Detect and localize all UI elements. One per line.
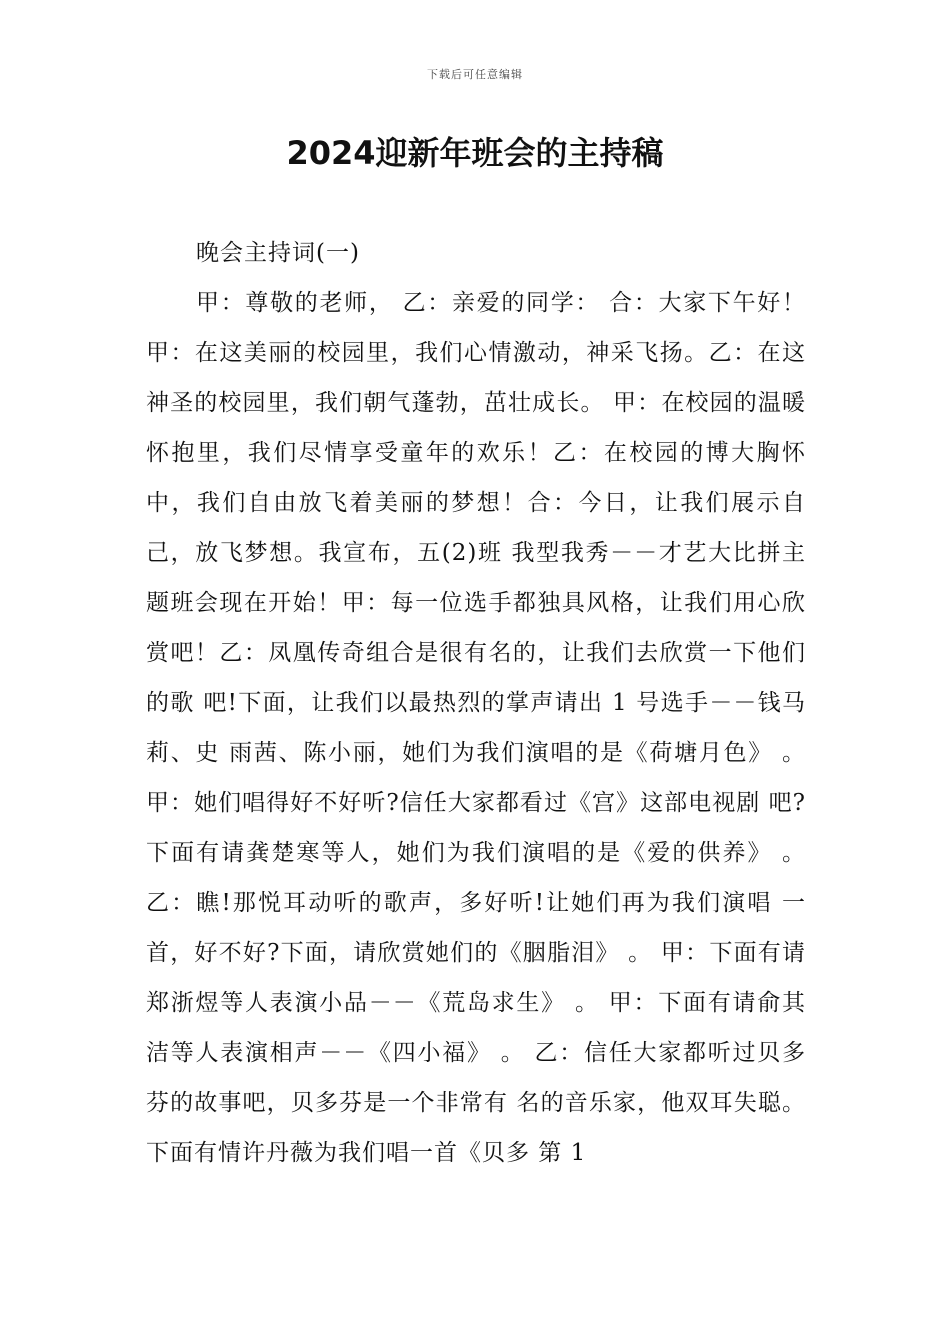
document-title: 2024迎新年班会的主持稿 <box>286 134 664 172</box>
document-body <box>146 228 806 1178</box>
body-paragraph: 甲：尊敬的老师， 乙：亲爱的同学： 合：大家下午好！甲：在这美丽的校园里，我们心情激动，神采飞扬。乙：在这神圣的校园里，我们朝气蓬勃，茁壮成长。 甲：在校园的温暖怀抱里，我们尽情享受童年的欢乐！乙：在校园的博大胸怀中，我们自由放飞着美丽的梦想！合：今日，让我们展示自己，放飞梦想。我宣布，五(2)班 我型我秀－－才艺大比拼主题班会现在开始！甲：每一位选手都独具风格，让我们用心欣赏吧！乙：凤凰传奇组合是很有名的，让我们去欣赏一下他们的歌 吧!下面，让我们以最热烈的掌声请出 1 号选手－－钱马莉、史 雨茜、陈小丽，她们为我们演唱的是《荷塘月色》 。 甲：她们唱得好不好听?信任大家都看过《宫》这部电视剧 吧?下面有请龚楚寒等人，她们为我们演唱的是《爱的供养》 。 乙：瞧!那悦耳动听的歌声，多好听!让她们再为我们演唱 一首，好不好?下面，请欣赏她们的《胭脂泪》 。 甲：下面有请郑浙煜等人表演小品－－《荒岛求生》 。 甲：下面有请俞其洁等人表演相声－－《四小福》 。 乙：信任大家都听过贝多芬的故事吧，贝多芬是一个非常有 名的音乐家，他双耳失聪。下面有情许丹薇为我们唱一首《贝多 第 1 <box>146 290 806 1166</box>
header-note: 下载后可任意编辑 <box>427 68 523 81</box>
section-subheading: 晚会主持词(一) <box>196 240 360 266</box>
